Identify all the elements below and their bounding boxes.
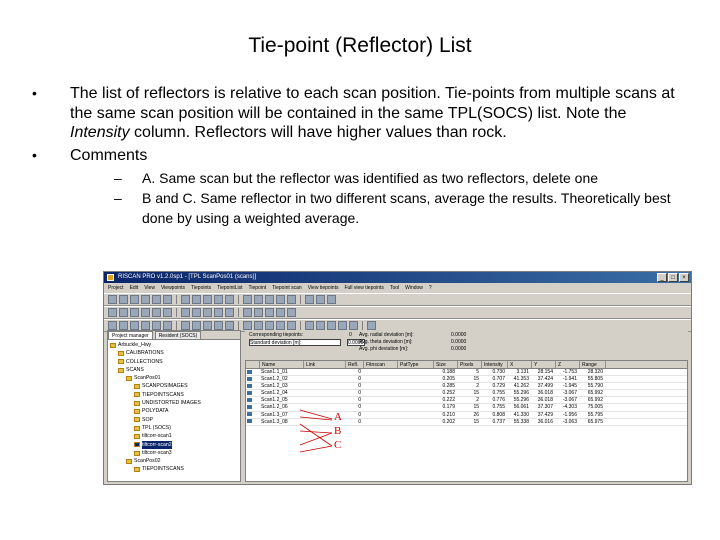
toolbar-tool-icon[interactable] <box>130 308 139 317</box>
toolbar-tool-icon[interactable] <box>276 295 285 304</box>
tree-item-label: SCANPOSIMAGES <box>142 383 188 390</box>
tree-item-label: ScanPos02 <box>134 458 161 465</box>
table-cell: 37.424 <box>537 376 553 383</box>
toolbar-tool-icon[interactable] <box>163 321 172 330</box>
table-cell: -3.067 <box>562 397 577 404</box>
toolbar-separator <box>238 295 239 304</box>
table-cell: 0.808 <box>492 411 505 418</box>
table-cell: 0.252 <box>442 390 455 397</box>
toolbar-tool-icon[interactable] <box>141 295 150 304</box>
table-cell: 55.296 <box>513 397 529 404</box>
table-cell: 0.205 <box>442 376 455 383</box>
toolbar-tool-icon[interactable] <box>119 308 128 317</box>
dash-icon: – <box>114 170 122 186</box>
toolbar-tool-icon[interactable] <box>108 308 117 317</box>
table-cell: Scan1.1_01 <box>261 369 288 375</box>
comment-a-text: A. Same scan but the reflector was identified as two reflectors, delete one <box>142 170 599 186</box>
table-cell: 0.730 <box>492 369 505 375</box>
toolbar-tool-icon[interactable] <box>276 321 285 330</box>
table-cell: 26 <box>473 411 479 418</box>
tree-item-label: CALIBRATIONS <box>126 350 164 357</box>
bullet-text-part1: The list of reflectors is relative to each scan position. Tie-points from multiple scans at the same scan position will be contained in the same TPL(SOCS) list. Note the <box>70 85 675 122</box>
table-cell: Scan1.2_06 <box>261 404 288 411</box>
table-cell: Scan1.2_02 <box>261 376 288 383</box>
toolbar-tool-icon[interactable] <box>152 308 161 317</box>
table-cell: 36.016 <box>537 418 553 425</box>
table-cell: 5 <box>476 369 479 375</box>
tab-project-manager[interactable]: Project manager <box>108 331 153 339</box>
menu-item[interactable]: View tiepoints <box>307 285 339 291</box>
corr-label: Corresponding tiepoints: <box>249 332 304 338</box>
table-cell: 15 <box>473 376 479 383</box>
menu-item[interactable]: Project <box>108 285 124 291</box>
toolbar-tool-icon[interactable] <box>243 308 252 317</box>
toolbar-tool-icon[interactable] <box>141 321 150 330</box>
toolbar-tool-icon[interactable] <box>338 321 347 330</box>
menu-bar <box>104 283 691 293</box>
toolbar-tool-icon[interactable] <box>130 295 139 304</box>
toolbar-tool-icon[interactable] <box>327 295 336 304</box>
table-cell: 0 <box>358 383 361 390</box>
toolbar-tool-icon[interactable] <box>119 295 128 304</box>
table-cell: -3.063 <box>562 418 577 425</box>
workspace <box>104 330 691 484</box>
table-cell: 0.755 <box>492 390 505 397</box>
bullet-comments <box>28 146 688 229</box>
table-cell: 0.737 <box>492 418 505 425</box>
menu-item[interactable]: Tiepoint <box>248 285 267 291</box>
table-cell: -3.067 <box>562 390 577 397</box>
phi-value: 0.0000 <box>451 346 467 352</box>
table-cell: 0.179 <box>442 404 455 411</box>
annotation-c: C <box>334 439 342 451</box>
table-cell: 55.795 <box>587 411 603 418</box>
table-cell: 65.992 <box>587 390 603 397</box>
toolbar-separator <box>300 295 301 304</box>
tab-resident[interactable]: Resident (SOCS) <box>155 331 202 339</box>
toolbar-tool-icon[interactable] <box>327 321 336 330</box>
toolbar-tool-icon[interactable] <box>203 321 212 330</box>
table-cell: 65.992 <box>587 397 603 404</box>
toolbar-tool-icon[interactable] <box>152 321 161 330</box>
table-cell: 2 <box>476 383 479 390</box>
column-header[interactable]: Link <box>304 361 346 368</box>
tree-item-label: SOP <box>142 416 153 423</box>
menu-item[interactable]: Viewpoints <box>160 285 186 291</box>
table-cell: 37.499 <box>537 383 553 390</box>
table-cell: 41.330 <box>513 411 529 418</box>
table-cell: 0.776 <box>492 397 505 404</box>
corr-value: 0 <box>349 332 352 338</box>
tree-item-label: tiltcorr-scan2 <box>142 441 172 448</box>
table-cell: Scan1.3_08 <box>261 418 288 425</box>
table-cell: 0 <box>358 418 361 425</box>
table-cell: 0.707 <box>492 376 505 383</box>
table-cell: 55.790 <box>587 383 603 390</box>
comment-sub-list <box>114 168 688 228</box>
table-cell: 55.338 <box>513 418 529 425</box>
toolbar-separator <box>176 295 177 304</box>
table-cell: 41.353 <box>513 376 529 383</box>
table-cell: 0.188 <box>442 369 455 375</box>
tree-item-label: SCANS <box>126 366 144 373</box>
toolbar-tool-icon[interactable] <box>316 321 325 330</box>
annotation-arrows <box>104 330 692 485</box>
table-cell: -1.753 <box>562 369 577 375</box>
toolbar-tool-icon[interactable] <box>214 321 223 330</box>
table-cell: 0 <box>358 411 361 418</box>
tree-item-label: Arbuckle_Hwy <box>118 342 152 348</box>
table-cell: 15 <box>473 390 479 397</box>
column-header[interactable]: Range <box>580 361 606 368</box>
tree-item-label: tiltcorr-scan3 <box>142 449 172 456</box>
table-cell: -1.941 <box>562 376 577 383</box>
toolbar-tool-icon[interactable] <box>108 295 117 304</box>
tree-item-label: TIEPOINTSCANS <box>142 391 184 398</box>
toolbar-tool-icon[interactable] <box>225 321 234 330</box>
window-buttons <box>657 273 689 282</box>
column-header[interactable]: X <box>508 361 532 368</box>
table-cell: Scan1.2_05 <box>261 397 288 404</box>
toolbar-tool-icon[interactable] <box>214 295 223 304</box>
table-cell: 55.805 <box>587 376 603 383</box>
minimize-button[interactable]: _ <box>657 273 667 282</box>
menu-item[interactable]: Tiepoints <box>191 285 212 291</box>
table-cell: 0.729 <box>492 383 505 390</box>
close-button[interactable]: × <box>679 273 689 282</box>
table-cell: -1.945 <box>562 383 577 390</box>
bullet-text-part2: column. Reflectors will have higher values than rock. <box>129 124 507 141</box>
comment-bc <box>114 188 688 228</box>
annotation-b: B <box>334 425 342 437</box>
toolbar-tool-icon[interactable] <box>192 295 201 304</box>
table-cell: 0.210 <box>442 411 455 418</box>
table-cell: 55.296 <box>513 390 529 397</box>
menu-item[interactable]: View <box>144 285 155 291</box>
bullet-comments-text: Comments <box>70 146 148 164</box>
toolbar-tool-icon[interactable] <box>181 295 190 304</box>
table-cell: 75.005 <box>587 404 603 411</box>
tree-item-label: ScanPos01 <box>134 375 161 382</box>
theta-label: Avg. theta deviation [m]: <box>359 339 413 345</box>
table-cell: 0 <box>358 404 361 411</box>
toolbar-separator <box>176 321 177 330</box>
toolbar-tool-icon[interactable] <box>181 321 190 330</box>
toolbar-separator <box>176 308 177 317</box>
bullet-dot-icon: • <box>32 146 37 163</box>
menu-item[interactable]: Window <box>405 285 423 291</box>
table-cell: 65.975 <box>587 418 603 425</box>
table-cell: 0.285 <box>442 383 455 390</box>
riscan-screenshot <box>103 271 692 485</box>
toolbar-main <box>104 293 691 306</box>
toolbar-tool-icon[interactable] <box>305 321 314 330</box>
toolbar-tool-icon[interactable] <box>192 321 201 330</box>
toolbar-tool-icon[interactable] <box>254 308 263 317</box>
toolbar-tool-icon[interactable] <box>163 295 172 304</box>
theta-value: 0.0000 <box>451 339 467 345</box>
tree-item-label: UNDISTORTED IMAGES <box>142 400 201 407</box>
toolbar-tool-icon[interactable] <box>192 308 201 317</box>
toolbar-separator <box>300 321 301 330</box>
toolbar-tool-icon[interactable] <box>265 308 274 317</box>
toolbar-tool-icon[interactable] <box>349 321 358 330</box>
table-cell: 0 <box>358 376 361 383</box>
table-cell: 28.320 <box>587 369 603 375</box>
toolbar-tool-icon[interactable] <box>163 308 172 317</box>
phi-label: Avg. phi deviation [m]: <box>359 346 409 352</box>
table-cell: -4.303 <box>562 404 577 411</box>
toolbar-tool-icon[interactable] <box>152 295 161 304</box>
maximize-button[interactable]: □ <box>668 273 678 282</box>
column-header[interactable]: Z <box>556 361 580 368</box>
tree-item-label: POLYDATA <box>142 408 169 415</box>
table-cell: 0 <box>358 369 361 375</box>
menu-item[interactable]: Full view tiepoints <box>344 285 384 291</box>
menu-item[interactable]: Tiepoint scan <box>272 285 302 291</box>
table-cell: 0.202 <box>442 418 455 425</box>
toolbar-tool-icon[interactable] <box>254 295 263 304</box>
menu-item[interactable]: ? <box>428 285 432 291</box>
toolbar-tool-icon[interactable] <box>119 321 128 330</box>
table-cell: 2 <box>476 397 479 404</box>
toolbar-tool-icon[interactable] <box>316 295 325 304</box>
column-header[interactable]: Fitnscan <box>364 361 398 368</box>
column-header[interactable]: PatType <box>398 361 434 368</box>
table-cell: 28.154 <box>537 369 553 375</box>
toolbar-tool-icon[interactable] <box>225 308 234 317</box>
table-cell: 15 <box>473 418 479 425</box>
radial-value: 0.0000 <box>451 332 467 338</box>
bullet-text-italic: Intensity <box>70 124 130 141</box>
table-cell: Scan1.2_03 <box>261 383 288 390</box>
arrow-b1 <box>300 431 332 433</box>
toolbar-tool-icon[interactable] <box>225 295 234 304</box>
toolbar-tool-icon[interactable] <box>243 321 252 330</box>
comment-a <box>114 168 688 188</box>
app-icon <box>107 274 114 281</box>
toolbar-tool-icon[interactable] <box>214 308 223 317</box>
table-cell: 0 <box>358 390 361 397</box>
toolbar-tool-icon[interactable] <box>254 321 263 330</box>
comment-bc-text: B and C. Same reflector in two different scans, average the results. Theoretically best done by using a weighted average. <box>142 190 671 226</box>
table-cell: 0.222 <box>442 397 455 404</box>
toolbar-tool-icon[interactable] <box>181 308 190 317</box>
toolbar-tool-icon[interactable] <box>287 308 296 317</box>
column-header[interactable]: Pixels <box>458 361 482 368</box>
toolbar-tool-icon[interactable] <box>243 295 252 304</box>
window-titlebar <box>104 272 691 283</box>
column-header[interactable]: Intensity <box>482 361 508 368</box>
toolbar-tool-icon[interactable] <box>265 321 274 330</box>
toolbar-tool-icon[interactable] <box>367 321 376 330</box>
bullet-reflector-list <box>28 84 688 143</box>
slide-title: Tie-point (Reflector) List <box>248 34 472 57</box>
table-cell: 15 <box>473 404 479 411</box>
arrow-c2 <box>300 446 332 452</box>
toolbar-tool-icon[interactable] <box>108 321 117 330</box>
dash-icon: – <box>114 190 122 206</box>
table-cell: 37.307 <box>537 404 553 411</box>
menu-item[interactable]: TiepointList <box>217 285 243 291</box>
tree-item-label: TPL (SOCS) <box>142 424 171 431</box>
toolbar-tool-icon[interactable] <box>141 308 150 317</box>
toolbar-tool-icon[interactable] <box>287 295 296 304</box>
bullet-list <box>28 84 688 231</box>
table-cell: 36.018 <box>537 397 553 404</box>
column-header[interactable]: Refl. <box>346 361 364 368</box>
window-title: RISCAN PRO v1.2.0sp1 - [TPL ScanPos01 (scans)] <box>118 274 257 280</box>
tree-item-label: tiltcorr-scan1 <box>142 433 172 440</box>
toolbar-separator <box>238 308 239 317</box>
toolbar-tool-icon[interactable] <box>287 321 296 330</box>
toolbar-separator <box>238 321 239 330</box>
table-cell: 0.755 <box>492 404 505 411</box>
table-cell: 56.061 <box>513 404 529 411</box>
column-header[interactable]: Y <box>532 361 556 368</box>
table-cell: 36.018 <box>537 390 553 397</box>
menu-item[interactable]: Tool <box>389 285 400 291</box>
table-cell: Scan1.2_04 <box>261 390 288 397</box>
table-cell: -1.956 <box>562 411 577 418</box>
std-deviation-value[interactable]: 0.0000 <box>348 340 364 346</box>
toolbar-tool-icon[interactable] <box>305 295 314 304</box>
table-cell: 0 <box>358 397 361 404</box>
toolbar-separator <box>362 321 363 330</box>
tree-item-label: COLLECTIONS <box>126 358 163 365</box>
menu-item[interactable]: Edit <box>129 285 139 291</box>
std-label: Standard deviation [m]: <box>250 340 302 346</box>
annotation-a: A <box>334 411 342 423</box>
toolbar-tool-icon[interactable] <box>130 321 139 330</box>
radial-label: Avg. radial deviation [m]: <box>359 332 414 338</box>
table-cell: 37.429 <box>537 411 553 418</box>
table-cell: 41.262 <box>513 383 529 390</box>
toolbar-view <box>104 306 691 319</box>
tree-item-label: TIEPOINTSCANS <box>142 466 184 473</box>
toolbar-tool-icon[interactable] <box>276 308 285 317</box>
column-header[interactable]: Size <box>434 361 458 368</box>
table-cell: Scan1.3_07 <box>261 411 288 418</box>
column-header[interactable]: Name <box>260 361 304 368</box>
toolbar-tool-icon[interactable] <box>203 295 212 304</box>
toolbar-tool-icon[interactable] <box>203 308 212 317</box>
bullet-dot-icon: • <box>32 85 37 101</box>
table-cell: 3.131 <box>516 369 529 375</box>
toolbar-tool-icon[interactable] <box>265 295 274 304</box>
